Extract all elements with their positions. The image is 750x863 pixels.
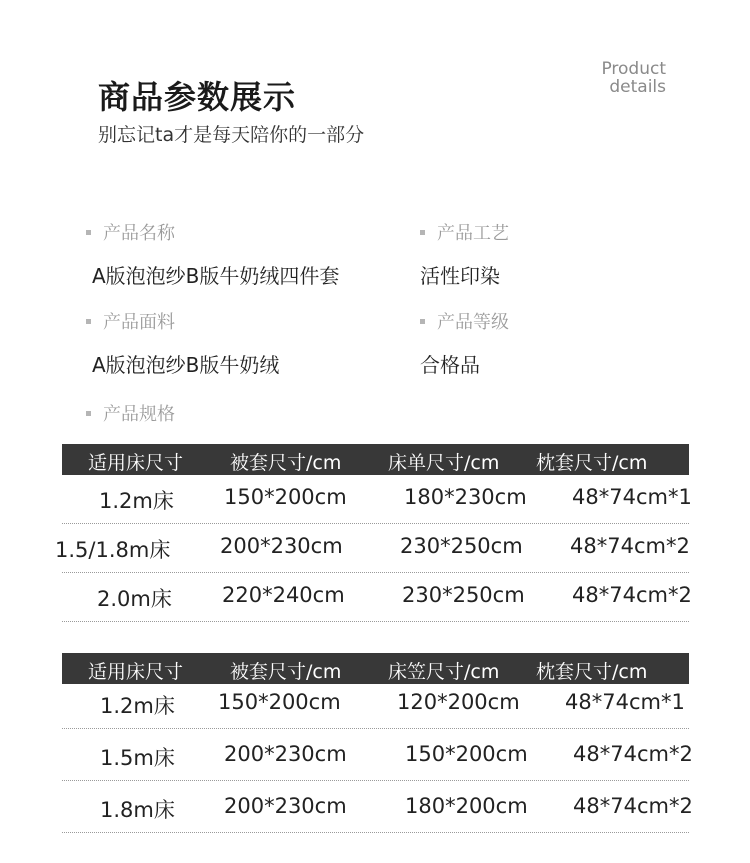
param-name-label-text: 产品名称 (103, 223, 175, 244)
english-title (601, 60, 666, 96)
cell-duvet-size: 150*200cm (224, 485, 347, 509)
cell-pillow-size: 48*74cm*1 (572, 485, 692, 509)
bullet-icon (420, 230, 425, 235)
cell-duvet-size: 220*240cm (222, 583, 345, 607)
page-title: 商品参数展示 (98, 78, 297, 116)
header-bed-size: 适用床尺寸 (88, 661, 184, 683)
header-duvet-size: 被套尺寸/cm (230, 452, 342, 474)
cell-pillow-size: 48*74cm*2 (570, 534, 690, 558)
table-row (62, 573, 692, 622)
cell-sheet-size: 180*230cm (404, 485, 527, 509)
param-grade-value: 合格品 (420, 353, 480, 377)
param-grade-label-text: 产品等级 (437, 312, 509, 333)
cell-duvet-size: 200*230cm (224, 742, 347, 766)
param-spec-label (86, 400, 175, 426)
table-header (62, 444, 689, 475)
cell-pillow-size: 48*74cm*2 (573, 794, 693, 818)
cell-bed-size: 1.5/1.8m床 (55, 538, 171, 562)
cell-sheet-size: 230*250cm (400, 534, 523, 558)
table-row (55, 524, 690, 573)
param-grade-label (420, 308, 509, 334)
header-sheet-size: 床单尺寸/cm (388, 452, 500, 474)
cell-bed-size: 2.0m床 (97, 587, 172, 611)
english-title-line2: details (609, 77, 666, 97)
param-fabric-label-text: 产品面料 (103, 312, 175, 333)
param-spec-label-text: 产品规格 (103, 404, 175, 425)
spec-table-2 (62, 653, 693, 833)
page-subtitle: 别忘记ta才是每天陪你的一部分 (98, 124, 365, 146)
cell-fitted-sheet-size: 180*200cm (405, 794, 528, 818)
cell-bed-size: 1.2m床 (100, 694, 175, 718)
table-header (62, 653, 689, 684)
param-craft-value: 活性印染 (420, 264, 500, 288)
table-row (62, 475, 692, 524)
cell-fitted-sheet-size: 150*200cm (405, 742, 528, 766)
header-pillow-size: 枕套尺寸/cm (536, 452, 648, 474)
bullet-icon (86, 230, 91, 235)
header-duvet-size: 被套尺寸/cm (230, 661, 342, 683)
header-pillow-size: 枕套尺寸/cm (536, 661, 648, 683)
table-row (62, 729, 693, 781)
param-fabric-value: A版泡泡纱B版牛奶绒 (92, 353, 280, 377)
table-row (62, 781, 693, 833)
cell-sheet-size: 230*250cm (402, 583, 525, 607)
bullet-icon (86, 319, 91, 324)
param-craft-label-text: 产品工艺 (437, 223, 509, 244)
cell-pillow-size: 48*74cm*2 (573, 742, 693, 766)
header-fitted-sheet-size: 床笠尺寸/cm (388, 661, 500, 683)
spec-table-1 (55, 444, 692, 622)
cell-duvet-size: 200*230cm (220, 534, 343, 558)
cell-pillow-size: 48*74cm*2 (572, 583, 692, 607)
cell-bed-size: 1.2m床 (99, 489, 174, 513)
cell-bed-size: 1.5m床 (100, 746, 175, 770)
english-title-line1: Product (601, 59, 666, 79)
param-fabric-label (86, 308, 175, 334)
header-bed-size: 适用床尺寸 (88, 452, 184, 474)
bullet-icon (420, 319, 425, 324)
cell-pillow-size: 48*74cm*1 (565, 690, 685, 714)
cell-duvet-size: 200*230cm (224, 794, 347, 818)
param-craft-label (420, 219, 509, 245)
param-name-label (86, 219, 175, 245)
table-row (62, 684, 689, 729)
cell-fitted-sheet-size: 120*200cm (397, 690, 520, 714)
cell-bed-size: 1.8m床 (100, 798, 175, 822)
param-name-value: A版泡泡纱B版牛奶绒四件套 (92, 264, 340, 288)
cell-duvet-size: 150*200cm (218, 690, 341, 714)
bullet-icon (86, 411, 91, 416)
